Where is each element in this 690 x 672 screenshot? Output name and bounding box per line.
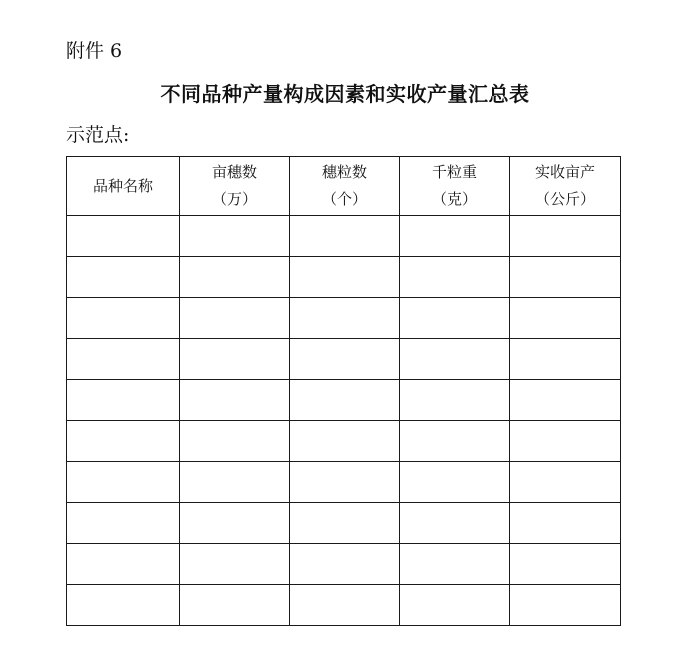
table-cell[interactable] <box>180 462 290 503</box>
table-row <box>67 339 621 380</box>
header-panicles-per-mu <box>180 157 290 216</box>
table-row <box>67 585 621 626</box>
table-cell[interactable] <box>180 544 290 585</box>
header-label: 品种名称 <box>92 176 153 195</box>
table-header-row <box>67 157 621 216</box>
table-cell[interactable] <box>510 216 621 257</box>
table-cell[interactable] <box>400 462 510 503</box>
summary-table <box>66 156 621 626</box>
table-cell[interactable] <box>67 216 180 257</box>
table-cell[interactable] <box>67 298 180 339</box>
header-unit: （万） <box>211 190 257 208</box>
attachment-label: 附件 6 <box>66 40 123 62</box>
header-label: 亩穗数 <box>211 163 257 181</box>
table-cell[interactable] <box>180 298 290 339</box>
header-label: 千粒重 <box>431 163 477 181</box>
table-row <box>67 298 621 339</box>
table-cell[interactable] <box>400 503 510 544</box>
table-row <box>67 380 621 421</box>
table-cell[interactable] <box>180 421 290 462</box>
table-cell[interactable] <box>510 339 621 380</box>
table-cell[interactable] <box>290 216 400 257</box>
table-cell[interactable] <box>510 544 621 585</box>
table-cell[interactable] <box>290 339 400 380</box>
site-label: 示范点: <box>66 124 130 146</box>
table-row <box>67 216 621 257</box>
table-cell[interactable] <box>510 462 621 503</box>
table-cell[interactable] <box>290 257 400 298</box>
table-cell[interactable] <box>400 585 510 626</box>
table-cell[interactable] <box>67 339 180 380</box>
table-row <box>67 503 621 544</box>
table-cell[interactable] <box>67 462 180 503</box>
table-cell[interactable] <box>400 339 510 380</box>
table-cell[interactable] <box>290 380 400 421</box>
table-row <box>67 421 621 462</box>
table-row <box>67 544 621 585</box>
table-cell[interactable] <box>67 585 180 626</box>
table-cell[interactable] <box>180 503 290 544</box>
table-cell[interactable] <box>510 298 621 339</box>
table-cell[interactable] <box>400 298 510 339</box>
table-cell[interactable] <box>290 421 400 462</box>
table-cell[interactable] <box>290 503 400 544</box>
table-cell[interactable] <box>67 544 180 585</box>
table-cell[interactable] <box>290 298 400 339</box>
document-title: 不同品种产量构成因素和实收产量汇总表 <box>160 82 530 106</box>
table-cell[interactable] <box>67 421 180 462</box>
table-cell[interactable] <box>180 216 290 257</box>
table-cell[interactable] <box>180 257 290 298</box>
table-cell[interactable] <box>510 421 621 462</box>
table-cell[interactable] <box>180 380 290 421</box>
table-cell[interactable] <box>67 380 180 421</box>
header-unit: （克） <box>431 190 477 208</box>
table-cell[interactable] <box>290 462 400 503</box>
header-variety-name <box>67 157 180 216</box>
table-cell[interactable] <box>510 380 621 421</box>
table-cell[interactable] <box>180 585 290 626</box>
header-unit: （公斤） <box>534 190 595 208</box>
table-cell[interactable] <box>290 585 400 626</box>
table-row <box>67 462 621 503</box>
table-cell[interactable] <box>67 257 180 298</box>
header-unit: （个） <box>321 190 367 208</box>
table-cell[interactable] <box>400 216 510 257</box>
table-cell[interactable] <box>67 503 180 544</box>
table-cell[interactable] <box>290 544 400 585</box>
header-actual-yield-per-mu <box>510 157 621 216</box>
table-cell[interactable] <box>400 544 510 585</box>
header-label: 实收亩产 <box>534 163 595 181</box>
header-thousand-grain-weight <box>400 157 510 216</box>
header-label: 穗粒数 <box>321 163 367 181</box>
table-cell[interactable] <box>400 380 510 421</box>
table-cell[interactable] <box>180 339 290 380</box>
table-cell[interactable] <box>510 585 621 626</box>
table-body <box>67 216 621 626</box>
table-cell[interactable] <box>400 257 510 298</box>
table-cell[interactable] <box>510 257 621 298</box>
table-cell[interactable] <box>400 421 510 462</box>
table-row <box>67 257 621 298</box>
header-grains-per-panicle <box>290 157 400 216</box>
table-cell[interactable] <box>510 503 621 544</box>
